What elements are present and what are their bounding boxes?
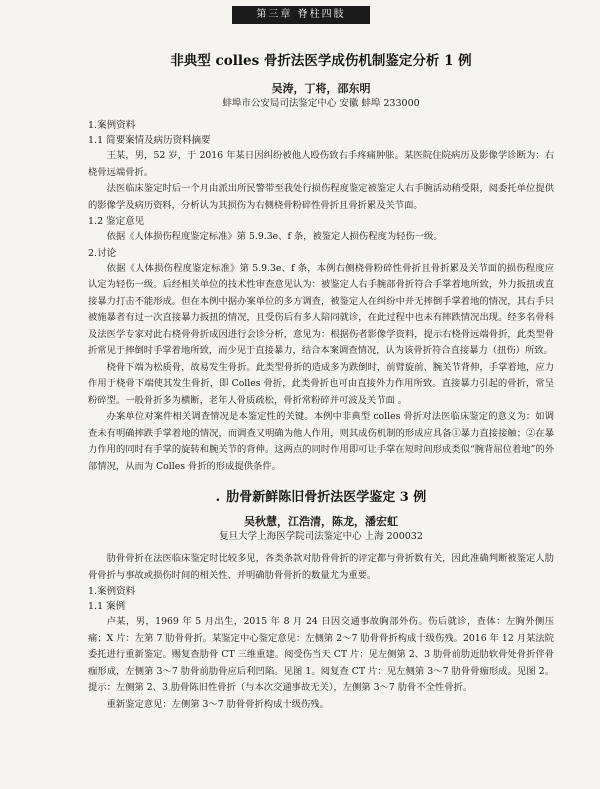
article1-affiliation: 蚌埠市公安局司法鉴定中心 安徽 蚌埠 233000 — [222, 98, 420, 109]
article2-title-block — [88, 489, 554, 507]
article2-affiliation: 复旦大学上海医学院司法鉴定中心 上海 200032 — [219, 531, 423, 542]
article1-paragraph-4: 依据《人体损伤程度鉴定标准》第 5.9.3e、f 条，本例右侧桡骨粉碎性骨折且骨折累及关节面的损伤程度应认定为轻伤一级。后经相关单位的技术性审查意见认为：被鉴定人右手腕部骨折符合手掌着地所致，外力扳扭或直接暴力打击不能形成。但在本例中据办案单位的多方调查，被鉴定人在纠纷中并无摔倒手掌着地的情况，其右手只被施暴者有过一次直接暴力扳扭的情况，且受伤后有多人陪同就诊，在此过程中也未有摔跌情况出现。经多名骨科及法医学专家对此右桡骨骨折成因进行会诊分析，意见为：根据伤者影像学资料，提示右桡骨远端骨折，此类型骨折常见于摔倒时手掌着地所致，而少见于直接暴力，结合本案调查情况，认为该骨折符合直接暴力（扭伤）所致。 — [88, 262, 554, 356]
content — [88, 52, 554, 713]
article1-paragraph-5: 桡骨下端为松质骨，故易发生骨折。此类型骨折的造成多为跌倒时，前臂旋前、腕关节背伸，手掌着地，应力作用于桡骨下端使其发生骨折，即 Colles 骨折，此类骨折也可由直接外力作用所致。直接暴力引起的骨折，常呈粉碎型。一般骨折多为横断，老年人骨质疏松，骨折常粉碎并可波及关节面 。 — [88, 361, 554, 406]
article1-paragraph-3: 依据《人体损伤程度鉴定标准》第 5.9.3e、f 条，被鉴定人损伤程度为轻伤一级。 — [106, 231, 443, 242]
article1-authors: 吴涛，丁将，邵东明 — [271, 82, 371, 95]
article1-title: 非典型 colles 骨折法医学成伤机制鉴定分析 1 例 — [170, 53, 472, 69]
article1-sec2-heading: 2.讨论 — [88, 247, 117, 259]
article2-paragraph-1: 卢某，男，1969 年 5 月出生，2015 年 8 月 24 日因交通事故胸部外伤。伤后就诊，查体：左胸外侧压痛；X 片：左第 7 肋骨骨折。某鉴定中心鉴定意见：左侧第 2～7 肋骨骨折构成十级伤残。2016 年 12 月某法院委托进行重新鉴定。赐复查肋骨 CT 三维重建。阅受伤当天 CT 片：见左侧第 2、3 肋骨前肋近肋软骨处骨折伴骨痂形成，左侧第 3～7 肋骨前肋骨应后利凹陷。见图 1。阅复查 CT 片：见左侧第 3～7 肋骨骨痂形成。见图 2。提示：左侧第 2、3 肋骨陈旧性骨折（与本次交通事故无关），左侧第 3～7 肋骨不全性骨折。 — [88, 616, 554, 693]
article2-intro: 肋骨骨折在法医临床鉴定时比较多见，各类条款对肋骨骨折的评定都与骨折数有关，因此准确判断被鉴定人肋骨骨折与事故或损伤时间的相关性、并明确肋骨骨折的数量尤为重要。 — [88, 553, 554, 581]
article2-title: 肋骨新鲜陈旧骨折法医学鉴定 3 例 — [226, 490, 427, 505]
article1-sec1-heading: 1.案例资料 — [88, 120, 136, 131]
article2-title-dot: . — [215, 490, 221, 505]
article1-paragraph-2: 法医临床鉴定时后一个月由派出所民警带至我处行损伤程度鉴定被鉴定人右手腕活动稍受限，阅委托单位提供的影像学及病历资料，分析认为其损伤为右侧桡骨粉碎性骨折且骨折累及关节面。 — [88, 183, 554, 211]
article2-authors: 吴秋慧，江浩清，陈龙，潘宏虹 — [244, 515, 398, 528]
article1-paragraph-1: 王某，男，52 岁，于 2016 年某日因纠纷被他人殴伤致右手疼痛肿胀。某医院住院病历及影像学诊断为：右桡骨远端骨折。 — [88, 150, 554, 178]
article2-sec1-heading: 1.案例资料 — [88, 586, 136, 597]
article2-paragraph-2: 重新鉴定意见：左侧第 3～7 肋骨骨折构成十级伤残。 — [106, 698, 329, 710]
article1-paragraph-6: 办案单位对案件相关调查情况是本鉴定性的关键。本例中非典型 colles 骨折对法医临床鉴定的意义为：如调查未有明确摔跌手掌着地的情况，而调查又明确为他人作用，则其成伤机制的形成应具备①暴力直接接触；②在暴力作用的同时有手掌的旋转和腕关节的背伸。这两点的同时作用即可让手掌在短时间形成类似“腕背屈位着地”的外部情况，从而为 Colles 骨折的形成提供条件。 — [88, 411, 554, 472]
running-header: 第三章 脊柱四肢 — [232, 6, 370, 24]
article1-sec1-2-heading: 1.2 鉴定意见 — [88, 216, 145, 227]
article2-sec1-1-heading: 1.1 案例 — [88, 601, 126, 612]
article1-sec1-1-heading: 1.1 简要案情及病历资料摘要 — [88, 135, 211, 146]
